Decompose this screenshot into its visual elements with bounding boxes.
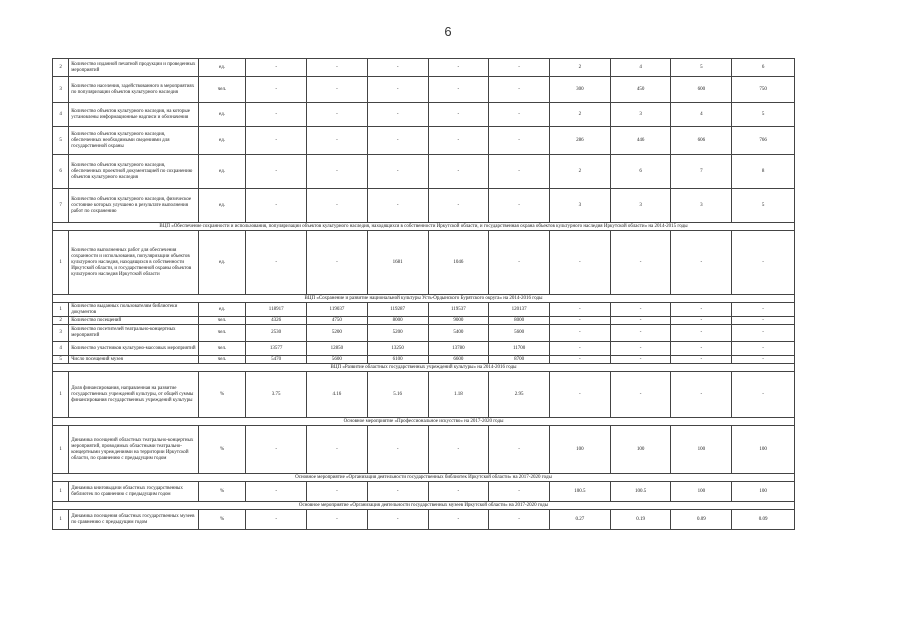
section-title: Основное мероприятие «Профессиональное искусство» на 2017-2020 годы <box>53 418 795 426</box>
value-cell: - <box>610 303 671 317</box>
value-cell: - <box>610 317 671 325</box>
section-header-row <box>53 502 795 510</box>
value-cell: 13250 <box>367 342 428 356</box>
value-cell: 300 <box>549 77 610 103</box>
value-cell: - <box>246 127 307 155</box>
value-cell: 8000 <box>367 317 428 325</box>
row-number: 2 <box>53 59 69 77</box>
value-cell: - <box>489 426 550 474</box>
value-cell: - <box>367 59 428 77</box>
value-cell: 100 <box>671 426 732 474</box>
value-cell: 0.27 <box>549 510 610 530</box>
table-row <box>53 127 795 155</box>
value-cell: 5470 <box>246 356 307 364</box>
value-cell: 2530 <box>246 325 307 342</box>
value-cell: - <box>307 231 368 295</box>
value-cell: 5 <box>732 103 795 127</box>
value-cell: - <box>428 426 489 474</box>
table-body <box>53 59 795 530</box>
section-header-row <box>53 418 795 426</box>
value-cell: - <box>610 231 671 295</box>
value-cell: - <box>489 155 550 189</box>
table-row <box>53 317 795 325</box>
value-cell: - <box>367 155 428 189</box>
value-cell: - <box>367 77 428 103</box>
value-cell: 8700 <box>489 356 550 364</box>
value-cell: 6 <box>610 155 671 189</box>
value-cell: - <box>489 482 550 502</box>
value-cell: 6600 <box>428 356 489 364</box>
value-cell: - <box>489 127 550 155</box>
value-cell: 6 <box>732 59 795 77</box>
value-cell: 9000 <box>428 317 489 325</box>
value-cell: 1046 <box>428 231 489 295</box>
table-row <box>53 59 795 77</box>
value-cell: - <box>489 231 550 295</box>
value-cell: - <box>489 77 550 103</box>
table-row <box>53 325 795 342</box>
table-row <box>53 77 795 103</box>
value-cell: - <box>489 510 550 530</box>
value-cell: - <box>246 189 307 223</box>
section-title: Основное мероприятие «Организация деятельности государственных музеев Иркутской области» на 2017-2020 годы <box>53 502 795 510</box>
unit-cell: ед. <box>198 303 246 317</box>
value-cell: - <box>671 231 732 295</box>
row-number: 7 <box>53 189 69 223</box>
unit-cell: ед. <box>198 103 246 127</box>
unit-cell: чел. <box>198 356 246 364</box>
indicator-name: Количество изданной печатной продукции и проведенных мероприятий <box>69 59 199 77</box>
value-cell: - <box>489 59 550 77</box>
value-cell: - <box>671 317 732 325</box>
value-cell: 600 <box>671 77 732 103</box>
section-header-row <box>53 295 795 303</box>
row-number: 5 <box>53 356 69 364</box>
value-cell: - <box>428 103 489 127</box>
value-cell: 286 <box>549 127 610 155</box>
value-cell: 606 <box>671 127 732 155</box>
unit-cell: чел. <box>198 325 246 342</box>
indicators-table <box>52 58 795 530</box>
indicator-name: Количество посетителей театрально-концертных мероприятий <box>69 325 199 342</box>
unit-cell: чел. <box>198 317 246 325</box>
indicator-name: Количество посещений <box>69 317 199 325</box>
value-cell: 100.5 <box>549 482 610 502</box>
indicator-name: Количество объектов культурного наследия, физическое состояние которых улучшено в результате выполнения работ по сохранению <box>69 189 199 223</box>
row-number: 1 <box>53 231 69 295</box>
unit-cell: чел. <box>198 77 246 103</box>
section-title: Основное мероприятие «Организация деятельности государственных библиотек Иркутской области» на 2017-2020 годы <box>53 474 795 482</box>
value-cell: - <box>246 231 307 295</box>
row-number: 1 <box>53 482 69 502</box>
value-cell: - <box>732 303 795 317</box>
value-cell: 5200 <box>307 325 368 342</box>
value-cell: 750 <box>732 77 795 103</box>
value-cell: - <box>489 189 550 223</box>
value-cell: 450 <box>610 77 671 103</box>
unit-cell: ед. <box>198 189 246 223</box>
value-cell: 766 <box>732 127 795 155</box>
value-cell: 8 <box>732 155 795 189</box>
value-cell: 5.16 <box>367 372 428 418</box>
indicator-name: Доля финансирования, направленная на развитие государственных учреждений культуры, от общей суммы финансирования государственных учреждений культуры <box>69 372 199 418</box>
row-number: 4 <box>53 342 69 356</box>
value-cell: 6100 <box>367 356 428 364</box>
row-number: 1 <box>53 372 69 418</box>
indicator-name: Количество объектов культурного наследия, на которые установлены информационные надписи и обозначения <box>69 103 199 127</box>
value-cell: 13780 <box>428 342 489 356</box>
value-cell: - <box>732 356 795 364</box>
value-cell: 100 <box>732 482 795 502</box>
table-row <box>53 342 795 356</box>
row-number: 5 <box>53 127 69 155</box>
value-cell: 5200 <box>367 325 428 342</box>
value-cell: - <box>246 482 307 502</box>
row-number: 1 <box>53 510 69 530</box>
row-number: 3 <box>53 77 69 103</box>
value-cell: - <box>246 510 307 530</box>
value-cell: - <box>549 342 610 356</box>
value-cell: - <box>732 325 795 342</box>
section-header-row <box>53 364 795 372</box>
value-cell: 0.19 <box>610 510 671 530</box>
value-cell: - <box>610 356 671 364</box>
value-cell: - <box>549 325 610 342</box>
table-row <box>53 482 795 502</box>
value-cell: 120137 <box>489 303 550 317</box>
indicator-name: Количество объектов культурного наследия, обеспеченных проектной документацией по сохранению объектов культурного наследия <box>69 155 199 189</box>
value-cell: - <box>428 77 489 103</box>
table-row <box>53 189 795 223</box>
value-cell: - <box>610 325 671 342</box>
unit-cell: % <box>198 426 246 474</box>
row-number: 1 <box>53 426 69 474</box>
value-cell: - <box>367 510 428 530</box>
value-cell: - <box>549 303 610 317</box>
value-cell: 12850 <box>307 342 368 356</box>
value-cell: - <box>671 356 732 364</box>
table-row <box>53 303 795 317</box>
value-cell: 0.09 <box>732 510 795 530</box>
row-number: 4 <box>53 103 69 127</box>
value-cell: 119037 <box>307 303 368 317</box>
value-cell: - <box>246 426 307 474</box>
section-title: ВЦП «Развитие областных государственных учреждений культуры» на 2014-2016 годы <box>53 364 795 372</box>
value-cell: - <box>549 317 610 325</box>
value-cell: 4.16 <box>307 372 368 418</box>
value-cell: - <box>307 482 368 502</box>
value-cell: - <box>732 372 795 418</box>
value-cell: - <box>549 356 610 364</box>
value-cell: - <box>428 59 489 77</box>
value-cell: 11700 <box>489 342 550 356</box>
value-cell: 119537 <box>428 303 489 317</box>
unit-cell: ед. <box>198 155 246 189</box>
value-cell: 1681 <box>367 231 428 295</box>
value-cell: - <box>307 77 368 103</box>
value-cell: - <box>307 59 368 77</box>
indicator-name: Количество населения, задействованного в мероприятиях по популяризации объектов культурного наследия <box>69 77 199 103</box>
table-row <box>53 231 795 295</box>
unit-cell: % <box>198 372 246 418</box>
value-cell: 3 <box>610 103 671 127</box>
unit-cell: чел. <box>198 342 246 356</box>
value-cell: - <box>246 77 307 103</box>
value-cell: 100.5 <box>610 482 671 502</box>
value-cell: 1.18 <box>428 372 489 418</box>
table-row <box>53 510 795 530</box>
section-title: ВЦП «Сохранение и развитие национальной культуры Усть-Ордынского Бурятского округа» на 2014-2016 годы <box>53 295 795 303</box>
value-cell: - <box>732 342 795 356</box>
value-cell: - <box>428 189 489 223</box>
value-cell: - <box>307 127 368 155</box>
value-cell: - <box>549 231 610 295</box>
row-number: 2 <box>53 317 69 325</box>
value-cell: 100 <box>671 482 732 502</box>
value-cell: - <box>367 426 428 474</box>
value-cell: 100 <box>610 426 671 474</box>
row-number: 6 <box>53 155 69 189</box>
value-cell: 5400 <box>428 325 489 342</box>
value-cell: - <box>307 189 368 223</box>
value-cell: - <box>732 231 795 295</box>
value-cell: - <box>671 372 732 418</box>
value-cell: 5600 <box>489 325 550 342</box>
table-row <box>53 426 795 474</box>
value-cell: 3 <box>549 189 610 223</box>
value-cell: 118917 <box>246 303 307 317</box>
indicator-name: Динамика посещений областных театрально-концертных мероприятий, проводимых областными театрально-концертными учреждениями на территории Иркутской области, по сравнению с предыдущим годом <box>69 426 199 474</box>
value-cell: 2 <box>549 103 610 127</box>
value-cell: - <box>428 510 489 530</box>
value-cell: 2 <box>549 155 610 189</box>
value-cell: 2 <box>549 59 610 77</box>
value-cell: 3 <box>671 189 732 223</box>
value-cell: - <box>367 127 428 155</box>
indicator-name: Количество выданных пользователям библиотеки документов <box>69 303 199 317</box>
indicator-name: Количество участников культурно-массовых мероприятий <box>69 342 199 356</box>
value-cell: 4 <box>671 103 732 127</box>
indicator-name: Динамика посещения областных государственных музеев по сравнению с предыдущим годом <box>69 510 199 530</box>
section-title: ВЦП «Обеспечение сохранности и использования, популяризации объектов культурного наследия, находящихся в собственности Иркутской области, и государственная охрана объектов культурного наследия Иркутской области» на 2014-2015 годы <box>53 223 795 231</box>
value-cell: 5 <box>732 189 795 223</box>
value-cell: 3.75 <box>246 372 307 418</box>
value-cell: 4 <box>610 59 671 77</box>
value-cell: 5 <box>671 59 732 77</box>
value-cell: 2.95 <box>489 372 550 418</box>
value-cell: - <box>367 103 428 127</box>
value-cell: 5600 <box>307 356 368 364</box>
value-cell: - <box>428 127 489 155</box>
value-cell: - <box>246 155 307 189</box>
value-cell: 0.09 <box>671 510 732 530</box>
value-cell: - <box>307 155 368 189</box>
value-cell: - <box>549 372 610 418</box>
value-cell: - <box>489 103 550 127</box>
value-cell: 4750 <box>307 317 368 325</box>
unit-cell: ед. <box>198 127 246 155</box>
value-cell: 100 <box>732 426 795 474</box>
page-number: 6 <box>444 24 452 39</box>
unit-cell: ед. <box>198 59 246 77</box>
value-cell: - <box>367 189 428 223</box>
row-number: 3 <box>53 325 69 342</box>
unit-cell: % <box>198 510 246 530</box>
value-cell: 7 <box>671 155 732 189</box>
value-cell: 3 <box>610 189 671 223</box>
indicator-name: Число посещений музея <box>69 356 199 364</box>
value-cell: 100 <box>549 426 610 474</box>
unit-cell: ед. <box>198 231 246 295</box>
table-row <box>53 155 795 189</box>
value-cell: - <box>307 103 368 127</box>
value-cell: - <box>428 482 489 502</box>
table-row <box>53 356 795 364</box>
table-row <box>53 103 795 127</box>
value-cell: - <box>307 510 368 530</box>
value-cell: - <box>246 103 307 127</box>
row-number: 1 <box>53 303 69 317</box>
value-cell: - <box>307 426 368 474</box>
value-cell: - <box>246 59 307 77</box>
value-cell: 8000 <box>489 317 550 325</box>
value-cell: - <box>610 372 671 418</box>
indicator-name: Количество объектов культурного наследия, обеспеченных необходимыми сведениями для государственной охраны <box>69 127 199 155</box>
value-cell: - <box>671 303 732 317</box>
unit-cell: % <box>198 482 246 502</box>
section-header-row <box>53 223 795 231</box>
indicator-name: Количество выполненных работ для обеспечения сохранности и использования, популяризации объектов культурного наследия, находящихся в собственности Иркутской области, и государственной охраны объектов культурного наследия Иркутской области <box>69 231 199 295</box>
value-cell: 446 <box>610 127 671 155</box>
value-cell: 4326 <box>246 317 307 325</box>
value-cell: - <box>671 342 732 356</box>
table-row <box>53 372 795 418</box>
indicator-name: Динамика книговыдачи областных государственных библиотек по сравнению с предыдущим годом <box>69 482 199 502</box>
value-cell: - <box>732 317 795 325</box>
value-cell: - <box>428 155 489 189</box>
section-header-row <box>53 474 795 482</box>
value-cell: 119287 <box>367 303 428 317</box>
value-cell: - <box>671 325 732 342</box>
value-cell: - <box>367 482 428 502</box>
value-cell: - <box>610 342 671 356</box>
value-cell: 13577 <box>246 342 307 356</box>
